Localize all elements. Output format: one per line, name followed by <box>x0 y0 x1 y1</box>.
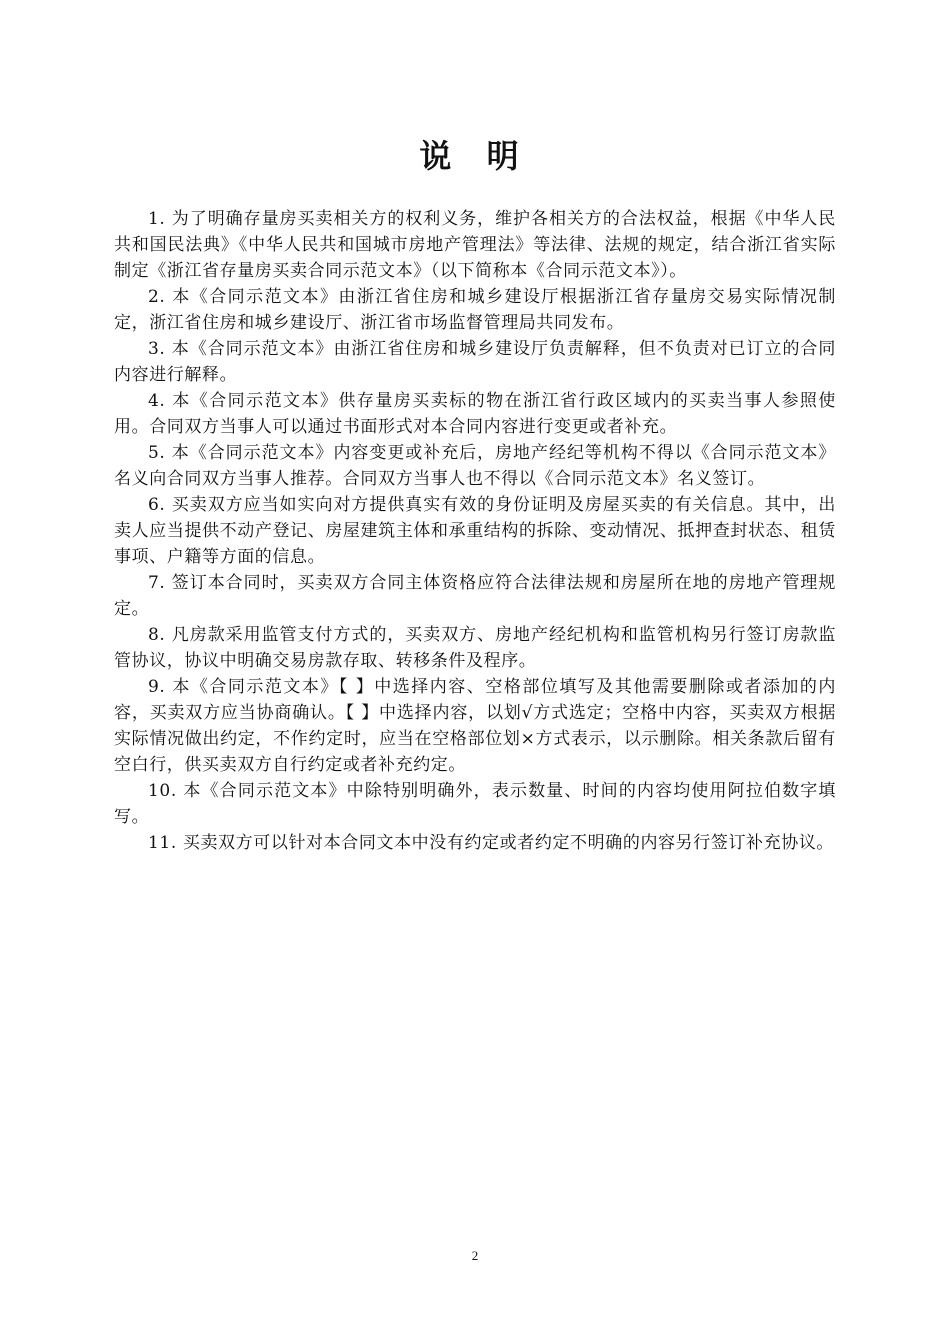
instruction-paragraph-2: 2. 本《合同示范文本》由浙江省住房和城乡建设厅根据浙江省存量房交易实际情况制定，浙江省住房和城乡建设厅、浙江省市场监督管理局共同发布。 <box>114 287 836 333</box>
instructions-body <box>114 206 836 856</box>
instruction-paragraph-5: 5. 本《合同示范文本》内容变更或补充后，房地产经纪等机构不得以《合同示范文本》名义向合同双方当事人推荐。合同双方当事人也不得以《合同示范文本》名义签订。 <box>114 443 836 489</box>
instruction-paragraph-7: 7. 签订本合同时，买卖双方合同主体资格应符合法律法规和房屋所在地的房地产管理规定。 <box>114 573 836 619</box>
instruction-paragraph-3: 3. 本《合同示范文本》由浙江省住房和城乡建设厅负责解释，但不负责对已订立的合同内容进行解释。 <box>114 339 836 385</box>
instruction-paragraph-11: 11. 买卖双方可以针对本合同文本中没有约定或者约定不明确的内容另行签订补充协议。 <box>148 833 835 853</box>
instruction-paragraph-9: 9. 本《合同示范文本》【 】中选择内容、空格部位填写及其他需要删除或者添加的内容，买卖双方应当协商确认。【 】中选择内容，以划√方式选定；空格中内容，买卖双方根据实际情况做出约定，不作约定时，应当在空格部位划×方式表示，以示删除。相关条款后留有空白行，供买卖双方自行约定或者补充约定。 <box>114 677 836 775</box>
instruction-paragraph-4: 4. 本《合同示范文本》供存量房买卖标的物在浙江省行政区域内的买卖当事人参照使用。合同双方当事人可以通过书面形式对本合同内容进行变更或者补充。 <box>114 391 836 437</box>
document-title: 说 明 <box>419 137 531 175</box>
instruction-paragraph-8: 8. 凡房款采用监管支付方式的，买卖双方、房地产经纪机构和监管机构另行签订房款监管协议，协议中明确交易房款存取、转移条件及程序。 <box>114 625 836 671</box>
instruction-paragraph-10: 10. 本《合同示范文本》中除特别明确外，表示数量、时间的内容均使用阿拉伯数字填写。 <box>114 781 836 827</box>
instruction-paragraph-1: 1. 为了明确存量房买卖相关方的权利义务，维护各相关方的合法权益，根据《中华人民共和国民法典》《中华人民共和国城市房地产管理法》等法律、法规的规定，结合浙江省实际制定《浙江省存量房买卖合同示范文本》（以下简称本《合同示范文本》）。 <box>114 209 836 281</box>
page-number: 2 <box>471 1248 479 1263</box>
instruction-paragraph-6: 6. 买卖双方应当如实向对方提供真实有效的身份证明及房屋买卖的有关信息。其中，出卖人应当提供不动产登记、房屋建筑主体和承重结构的拆除、变动情况、抵押查封状态、租赁事项、户籍等方面的信息。 <box>114 495 836 567</box>
